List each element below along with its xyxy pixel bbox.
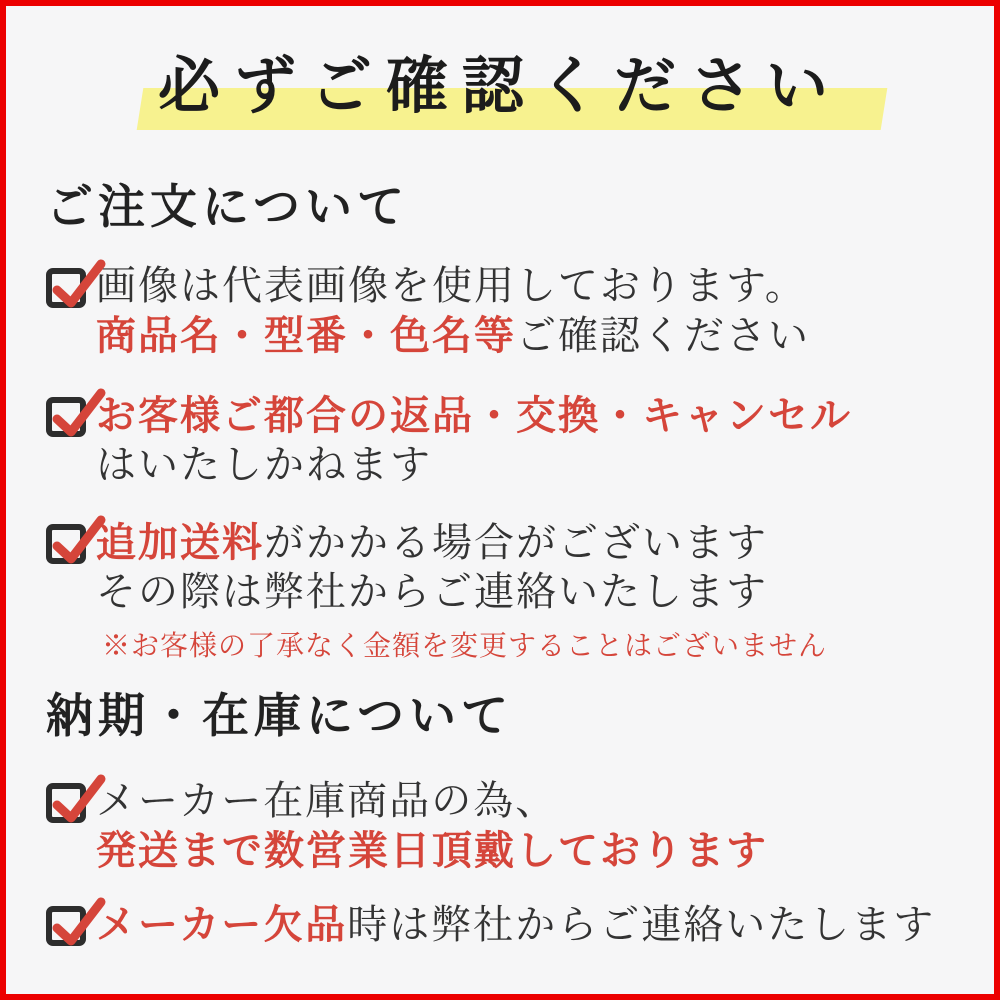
text-segment: ご確認ください bbox=[516, 313, 810, 359]
item-line bbox=[96, 900, 935, 950]
list-item bbox=[46, 518, 954, 617]
text-segment-emphasis: お客様ご都合の返品・交換・キャンセル bbox=[96, 392, 852, 439]
item-line bbox=[96, 826, 768, 876]
text-segment-emphasis: メーカー欠品 bbox=[96, 901, 348, 948]
fine-print-note: ※お客様の了承なく金額を変更することはございません bbox=[102, 629, 828, 662]
checked-checkbox-icon bbox=[46, 783, 86, 823]
item-line bbox=[96, 568, 768, 617]
list-item bbox=[46, 777, 954, 876]
item-text bbox=[96, 518, 768, 617]
text-segment-emphasis: 発送まで数営業日頂戴しております bbox=[96, 827, 768, 874]
list-item bbox=[46, 391, 954, 490]
page-title-block bbox=[6, 36, 994, 136]
text-segment: 画像は代表画像を使用しております。 bbox=[96, 263, 807, 309]
text-segment: 時は弊社からご連絡いたします bbox=[347, 902, 936, 948]
section-heading-order: ご注文について bbox=[46, 180, 410, 235]
item-line bbox=[96, 777, 768, 826]
list-item bbox=[46, 262, 954, 361]
item-text bbox=[96, 777, 768, 876]
text-segment-emphasis: 追加送料 bbox=[96, 519, 264, 566]
item-line bbox=[96, 518, 768, 568]
checked-checkbox-icon bbox=[46, 906, 86, 946]
item-line bbox=[96, 262, 810, 311]
notice-content bbox=[6, 180, 994, 950]
item-text bbox=[96, 391, 852, 490]
text-segment-emphasis: 商品名・型番・色名等 bbox=[96, 312, 516, 359]
checked-checkbox-icon bbox=[46, 268, 86, 308]
page-title: 必ずご確認ください bbox=[157, 49, 842, 122]
checked-checkbox-icon bbox=[46, 524, 86, 564]
item-line bbox=[96, 441, 852, 490]
item-line bbox=[96, 391, 852, 441]
section-heading-stock: 納期・在庫について bbox=[46, 689, 514, 744]
checked-checkbox-icon bbox=[46, 397, 86, 437]
list-item bbox=[46, 900, 954, 950]
text-segment: はいたしかねます bbox=[96, 442, 432, 488]
item-line bbox=[96, 311, 810, 361]
text-segment: がかかる場合がございます bbox=[264, 520, 768, 566]
text-segment: その際は弊社からご連絡いたします bbox=[96, 569, 768, 615]
item-text bbox=[96, 262, 810, 361]
text-segment: メーカー在庫商品の為、 bbox=[96, 778, 558, 824]
item-text bbox=[96, 900, 935, 950]
